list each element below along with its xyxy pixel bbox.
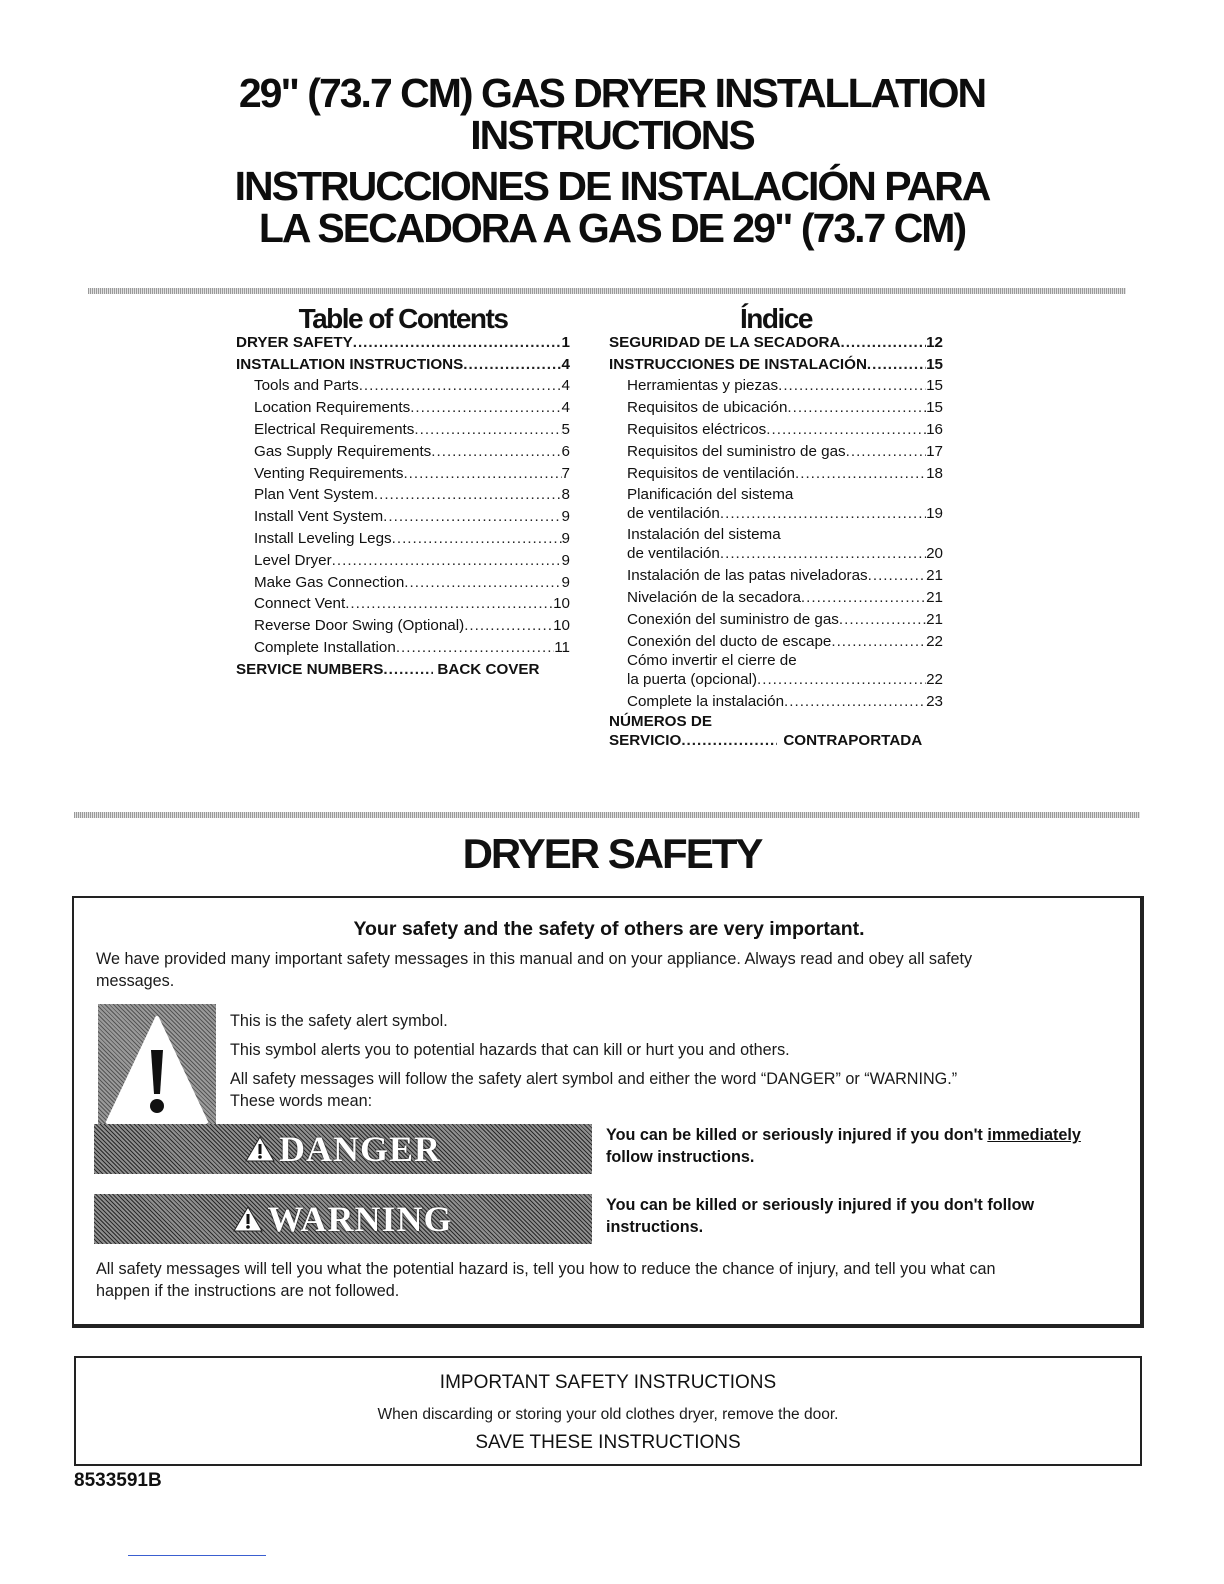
toc-entry [609,631,943,653]
safety-symbol-line: This is the safety alert symbol. [230,1012,448,1030]
toc-entry-multiline [609,525,943,563]
toc-entry-page: 5 [561,420,570,438]
leader-dots [353,332,562,354]
toc-entry [609,441,943,463]
safety-box [72,896,1144,1328]
toc-entry-label: Plan Vent System [254,486,374,504]
leader-dots [403,463,561,485]
toc-entry [236,528,570,550]
toc-entry [609,691,943,713]
toc-entry-page: 15 [926,399,943,417]
safety-alert-icon [98,1004,216,1134]
toc-entry-label: Instalación del sistema [627,526,781,544]
title-spanish-line-2: LA SECADORA A GAS DE 29" (73.7 CM) [258,205,966,251]
danger-message [606,1124,1126,1168]
leader-dots [868,565,926,587]
toc-entry-page: 10 [553,617,570,635]
toc-entry-label: Conexión del ducto de escape [627,632,832,650]
leader-dots [431,441,561,463]
safety-footer-line: happen if the instructions are not followed. [96,1282,400,1300]
toc-entry [609,587,943,609]
toc-entry-page: 19 [926,505,943,523]
leader-dots [332,550,562,572]
toc-entry-label: Reverse Door Swing (Optional) [254,617,465,635]
warning-word: WARNING [267,1199,453,1239]
warning-banner [94,1194,592,1244]
toc-entry-label: Conexión del suministro de gas [627,610,839,628]
toc-entry-label: INSTALLATION INSTRUCTIONS [236,355,464,373]
toc-entry-page: 22 [926,632,943,650]
toc-entry-label: Instalación de las patas niveladoras [627,567,868,585]
safety-symbol-line: These words mean: [230,1092,373,1110]
toc-entry-multiline [609,485,943,523]
toc-entry-page: 12 [926,333,943,351]
safety-footer-line: All safety messages will tell you what the potential hazard is, tell you how to reduce the chance of injury, and tell you what can [96,1260,996,1278]
toc-entry-page: BACK COVER [437,660,540,678]
toc-entry [236,419,570,441]
danger-label [245,1128,441,1170]
toc-entry [609,375,943,397]
leader-dots [345,593,553,615]
leader-dots [681,731,777,750]
safety-intro-line: We have provided many important safety messages in this manual and on your appliance. Always read and obey all safety [96,950,973,968]
leader-dots [801,587,926,609]
danger-banner [94,1124,592,1174]
toc-entry-page: 4 [561,355,570,373]
toc-entry-page: 4 [561,399,570,417]
leader-dots [414,419,561,441]
toc-entry-label: NÚMEROS DE [609,713,712,731]
toc-entry-label: DRYER SAFETY [236,333,353,351]
toc-entry-page: 21 [926,567,943,585]
toc-entry [236,332,570,354]
important-text: When discarding or storing your old clothes dryer, remove the door. [377,1406,839,1423]
toc-entry-page: 16 [926,420,943,438]
leader-dots [787,397,926,419]
toc-entry-label: Install Vent System [254,508,384,526]
leader-dots [784,691,926,713]
warning-label [233,1198,452,1240]
toc-entry-page: 21 [926,610,943,628]
leader-dots [867,354,926,376]
leader-dots [757,670,926,689]
toc-entry-label: SERVICE NUMBERS [236,660,384,678]
toc-entry-label: Location Requirements [254,399,411,417]
toc-entry [609,354,943,376]
toc-entry-label: Complete Installation [254,638,396,656]
toc-entry-label: Requisitos de ubicación [627,399,788,417]
leader-dots [795,463,926,485]
toc-entry-multiline [609,651,943,689]
toc-entry-page: 15 [926,355,943,373]
toc-entry-label: Cómo invertir el cierre de [627,651,797,669]
toc-entry-page: CONTRAPORTADA [783,732,923,750]
leader-dots [463,354,561,376]
toc-entry-label: Electrical Requirements [254,420,415,438]
toc-entry-label: INSTRUCCIONES DE INSTALACIÓN [609,355,867,373]
toc-entry [236,354,570,376]
toc-entry-label: Requisitos del suministro de gas [627,442,846,460]
danger-message-text: follow instructions. [606,1148,755,1166]
leader-dots [383,659,433,681]
leader-dots [396,637,554,659]
leader-dots [383,506,561,528]
toc-entry [236,441,570,463]
toc-spanish [609,303,943,750]
toc-entry-page: 9 [561,573,570,591]
toc-entry-label: de ventilación [627,505,720,523]
toc-entry-label: Level Dryer [254,551,332,569]
danger-message-text: You can be killed or seriously injured if you don't [606,1126,988,1144]
toc-entry [627,544,943,563]
toc-entry [236,375,570,397]
toc-entry-page: 15 [926,377,943,395]
divider-top [88,288,1126,294]
toc-entry-page: 4 [561,377,570,395]
toc-entry [236,463,570,485]
toc-entry-page: 17 [926,442,943,460]
safety-symbol-line: All safety messages will follow the safety alert symbol and either the word “DANGER” or “WARNING.” [230,1070,958,1088]
leader-dots [464,615,553,637]
toc-entry-page: 7 [561,464,570,482]
toc-entry-page: 9 [561,529,570,547]
toc-entry-page: 1 [561,333,570,351]
leader-dots [374,484,562,506]
warning-triangle-icon [233,1205,263,1233]
title-spanish-line-1: INSTRUCCIONES DE INSTALACIÓN PARA [234,163,990,209]
toc-entry [236,615,570,637]
leader-dots [404,572,561,594]
toc-entry [609,463,943,485]
leader-dots [839,609,926,631]
title-english-line-1: 29" (73.7 CM) GAS DRYER INSTALLATION [238,70,986,116]
leader-dots [778,375,926,397]
toc-entry-page: 9 [561,551,570,569]
toc-entry [236,506,570,528]
toc-entry-label: Planificación del sistema [627,486,794,504]
toc-entry [236,550,570,572]
toc-entry [236,397,570,419]
toc-entry-page: 9 [561,508,570,526]
toc-entry-label: Tools and Parts [254,377,359,395]
toc-entry-label: Herramientas y piezas [627,377,779,395]
toc-entry-page: 20 [926,545,943,563]
warning-message [606,1194,1126,1238]
toc-english [236,303,570,681]
toc-entry-label: Install Leveling Legs [254,529,392,547]
divider-middle [74,812,1140,818]
warning-triangle-icon [245,1135,275,1163]
title-spanish [0,165,1224,249]
toc-entry-label: Requisitos de ventilación [627,464,796,482]
toc-entry-label: Make Gas Connection [254,573,405,591]
danger-message-emphasis: immediately [987,1126,1081,1144]
toc-entry [609,609,943,631]
toc-entry-label: Connect Vent [254,595,346,613]
toc-entry-page: 10 [553,595,570,613]
toc-entry [609,332,943,354]
toc-entry-label: SEGURIDAD DE LA SECADORA [609,333,841,351]
toc-entry [609,419,943,441]
leader-dots [840,332,926,354]
safety-title: Your safety and the safety of others are very important. [353,918,865,940]
important-save: SAVE THESE INSTRUCTIONS [475,1432,741,1453]
toc-entry [627,504,943,523]
toc-entry-label: Gas Supply Requirements [254,442,432,460]
toc-entry-label: Complete la instalación [627,692,785,710]
warning-message-text: You can be killed or seriously injured if you don't follow [606,1196,1035,1214]
toc-entry [627,670,943,689]
safety-footer [96,1258,1136,1302]
toc-entry-page: 11 [554,638,570,656]
toc-entry-page: 22 [926,670,943,688]
leader-dots [410,397,561,419]
toc-entry-label: SERVICIO [609,732,682,750]
toc-english-heading: Table of Contents [298,303,508,334]
toc-entry-service [609,712,943,750]
safety-intro [96,948,1126,992]
leader-dots [846,441,926,463]
section-title: DRYER SAFETY [462,830,762,877]
safety-symbol-text [230,1010,1130,1112]
title-english [0,72,1224,156]
scan-artifact-line [128,1555,266,1556]
danger-word: DANGER [278,1129,441,1169]
leader-dots [720,504,926,523]
warning-message-text: instructions. [606,1218,704,1236]
toc-entry-page: 8 [561,486,570,504]
toc-entry [236,484,570,506]
safety-intro-line: messages. [96,972,175,990]
leader-dots [392,528,562,550]
toc-entry [609,731,943,750]
toc-entry-page: 21 [926,589,943,607]
toc-entry-label: de ventilación [627,545,720,563]
toc-entry-page: 6 [561,442,570,460]
title-english-line-2: INSTRUCTIONS [470,112,754,158]
toc-entry-label: Nivelación de la secadora [627,589,801,607]
toc-entry-label: Venting Requirements [254,464,404,482]
toc-entry [609,397,943,419]
toc-entry-label: la puerta (opcional) [627,670,758,688]
leader-dots [831,631,926,653]
leader-dots [766,419,926,441]
toc-entry-label: Requisitos eléctricos [627,420,767,438]
toc-entry-service [236,659,570,681]
toc-spanish-heading: Índice [740,303,812,334]
leader-dots [720,544,926,563]
leader-dots [359,375,562,397]
important-title: IMPORTANT SAFETY INSTRUCTIONS [439,1372,777,1393]
toc-entry [236,572,570,594]
toc-entry [236,637,570,659]
document-number: 8533591B [74,1470,162,1491]
toc-entry [236,593,570,615]
toc-entry-page: 23 [926,692,943,710]
safety-symbol-line: This symbol alerts you to potential hazards that can kill or hurt you and others. [230,1041,790,1059]
important-box [74,1356,1142,1466]
toc-entry [609,565,943,587]
toc-entry-page: 18 [926,464,943,482]
